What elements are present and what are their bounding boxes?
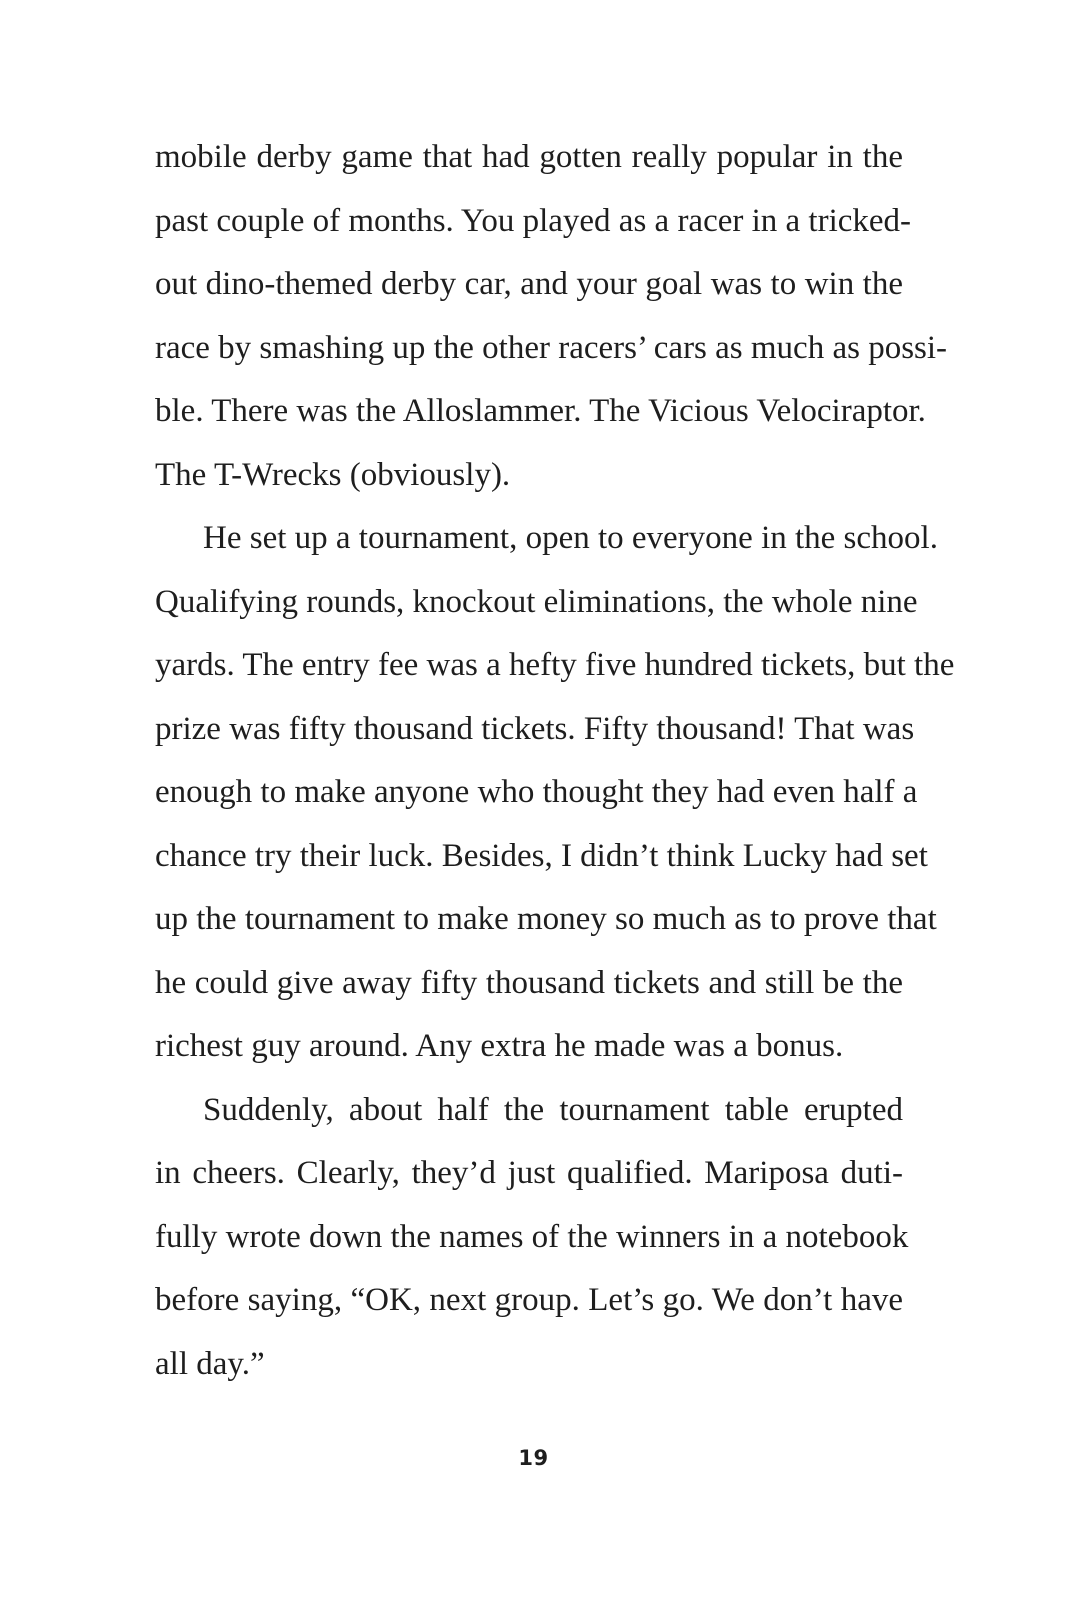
text-line: yards. The entry fee was a hefty five hundred tickets, but the bbox=[155, 647, 955, 683]
text-line: up the tournament to make money so much as to prove that bbox=[155, 901, 937, 937]
text-line: in cheers. Clearly, they’d just qualified. Mariposa duti- bbox=[155, 1155, 903, 1191]
text-line: he could give away fifty thousand tickets and still be the bbox=[155, 964, 903, 1001]
text-line: Suddenly, about half the tournament table erupted bbox=[203, 1091, 903, 1128]
text-line: enough to make anyone who thought they had even half a bbox=[155, 774, 918, 810]
body-text bbox=[155, 126, 955, 1396]
text-line: all day.” bbox=[155, 1345, 265, 1382]
text-line: out dino-themed derby car, and your goal was to win the bbox=[155, 266, 903, 302]
text-line: chance try their luck. Besides, I didn’t think Lucky had set bbox=[155, 837, 928, 874]
text-line: The T-Wrecks (obviously). bbox=[155, 456, 511, 493]
page-number: 19 bbox=[518, 1446, 549, 1470]
text-line: before saying, “OK, next group. Let’s go. We don’t have bbox=[155, 1282, 903, 1318]
text-line: prize was fifty thousand tickets. Fifty thousand! That was bbox=[155, 710, 915, 747]
text-line: He set up a tournament, open to everyone in the school. bbox=[203, 520, 938, 556]
text-line: Qualifying rounds, knockout eliminations, the whole nine bbox=[155, 583, 918, 620]
text-line: mobile derby game that had gotten really popular in the bbox=[155, 139, 903, 175]
text-line: past couple of months. You played as a racer in a tricked- bbox=[155, 202, 912, 239]
text-line: race by smashing up the other racers’ cars as much as possi- bbox=[155, 329, 948, 366]
text-line: fully wrote down the names of the winners in a notebook bbox=[155, 1218, 909, 1255]
text-line: ble. There was the Alloslammer. The Vicious Velociraptor. bbox=[155, 393, 926, 429]
text-line: richest guy around. Any extra he made was a bonus. bbox=[155, 1028, 844, 1064]
